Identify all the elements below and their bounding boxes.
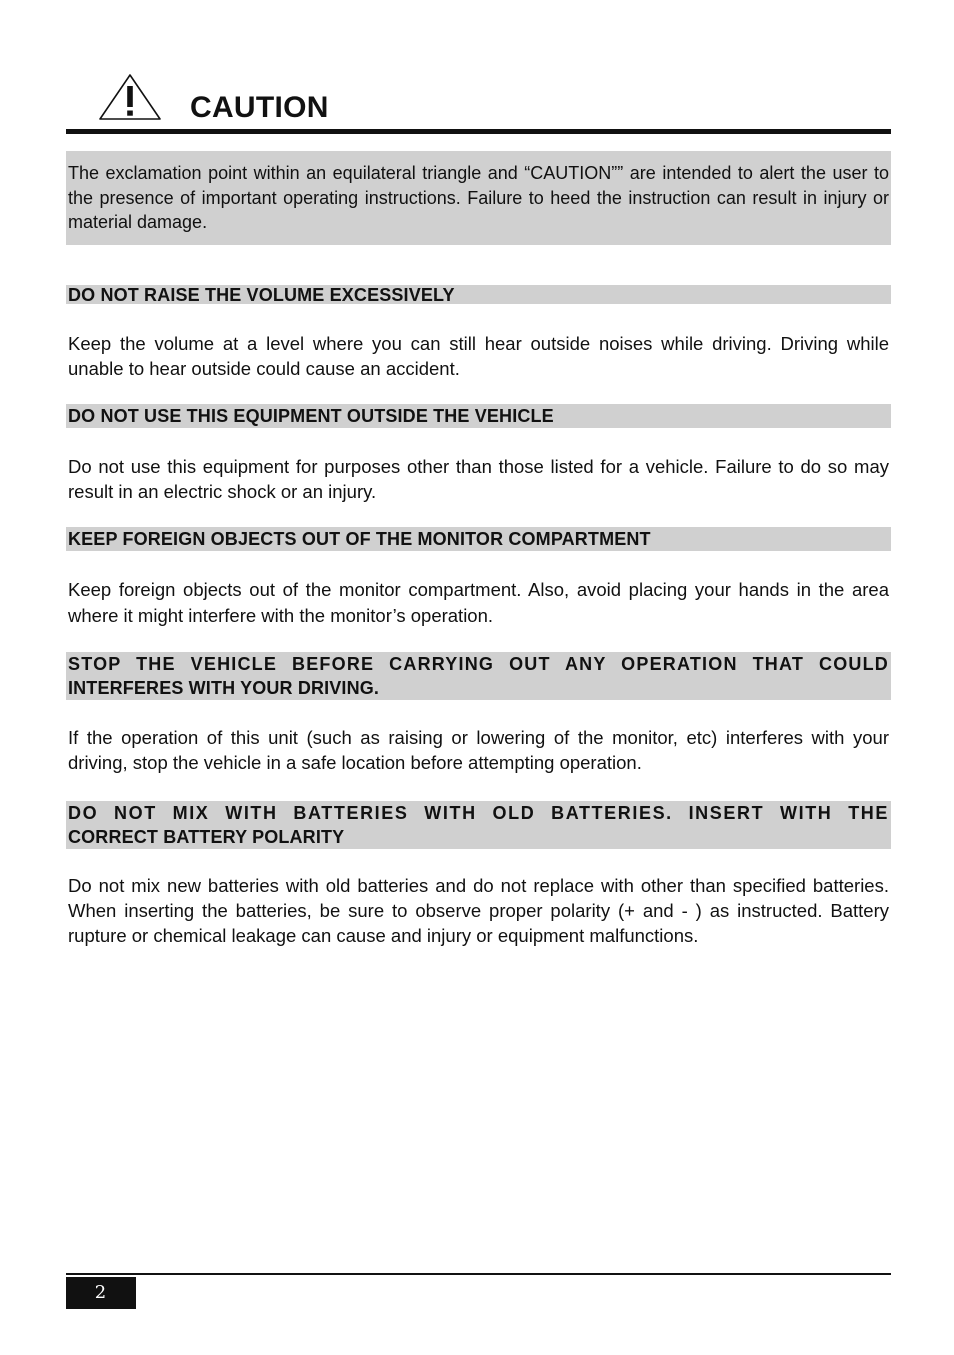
section-body: Do not mix new batteries with old batteries and do not replace with other than specified batteries. When inserting the batteries, be sure to observe proper polarity (+ and - ) as instructed. Battery rupture or chemical leakage can cause and injury or equipment malfunctions.: [68, 875, 889, 946]
section-heading-line: INTERFERES WITH YOUR DRIVING.: [68, 678, 380, 698]
intro-box: [66, 151, 891, 245]
section-heading-line: STOP THE VEHICLE BEFORE CARRYING OUT ANY OPERATION THAT COULD: [68, 654, 889, 674]
section-body: Do not use this equipment for purposes other than those listed for a vehicle. Failure to do so may result in an electric shock or an injury.: [68, 456, 889, 502]
section-body: Keep foreign objects out of the monitor compartment. Also, avoid placing your hands in the area where it might interfere with the monitor’s operation.: [68, 579, 889, 626]
section-heading: [66, 652, 891, 700]
section-body: Keep the volume at a level where you can still hear outside noises while driving. Driving while unable to hear outside could cause an accident.: [68, 333, 889, 379]
page-number: 2: [66, 1277, 136, 1309]
section-foreign-objects: [66, 527, 891, 629]
warning-triangle-icon: [98, 72, 162, 122]
section-heading-line: CORRECT BATTERY POLARITY: [68, 827, 345, 847]
section-batteries: [66, 801, 891, 948]
title-underline: [66, 129, 891, 134]
intro-text: The exclamation point within an equilateral triangle and “CAUTION”” are intended to alert the user to the presence of important operating instructions. Failure to heed the instruction can result in injury or material damage.: [68, 163, 889, 232]
section-heading: [66, 801, 891, 849]
section-stop-vehicle: [66, 652, 891, 775]
section-heading: KEEP FOREIGN OBJECTS OUT OF THE MONITOR COMPARTMENT: [66, 527, 891, 551]
section-outside-vehicle: [66, 404, 891, 504]
section-body: If the operation of this unit (such as raising or lowering of the monitor, etc) interferes with your driving, stop the vehicle in a safe location before attempting operation.: [68, 727, 889, 773]
section-volume: [66, 285, 891, 381]
footer-rule: [66, 1273, 891, 1275]
section-heading-line: DO NOT MIX WITH BATTERIES WITH OLD BATTERIES. INSERT WITH THE: [68, 803, 889, 823]
section-heading: DO NOT USE THIS EQUIPMENT OUTSIDE THE VEHICLE: [66, 404, 891, 428]
page-title: CAUTION: [190, 91, 329, 124]
section-heading: DO NOT RAISE THE VOLUME EXCESSIVELY: [66, 285, 891, 304]
caution-header: [66, 70, 891, 134]
